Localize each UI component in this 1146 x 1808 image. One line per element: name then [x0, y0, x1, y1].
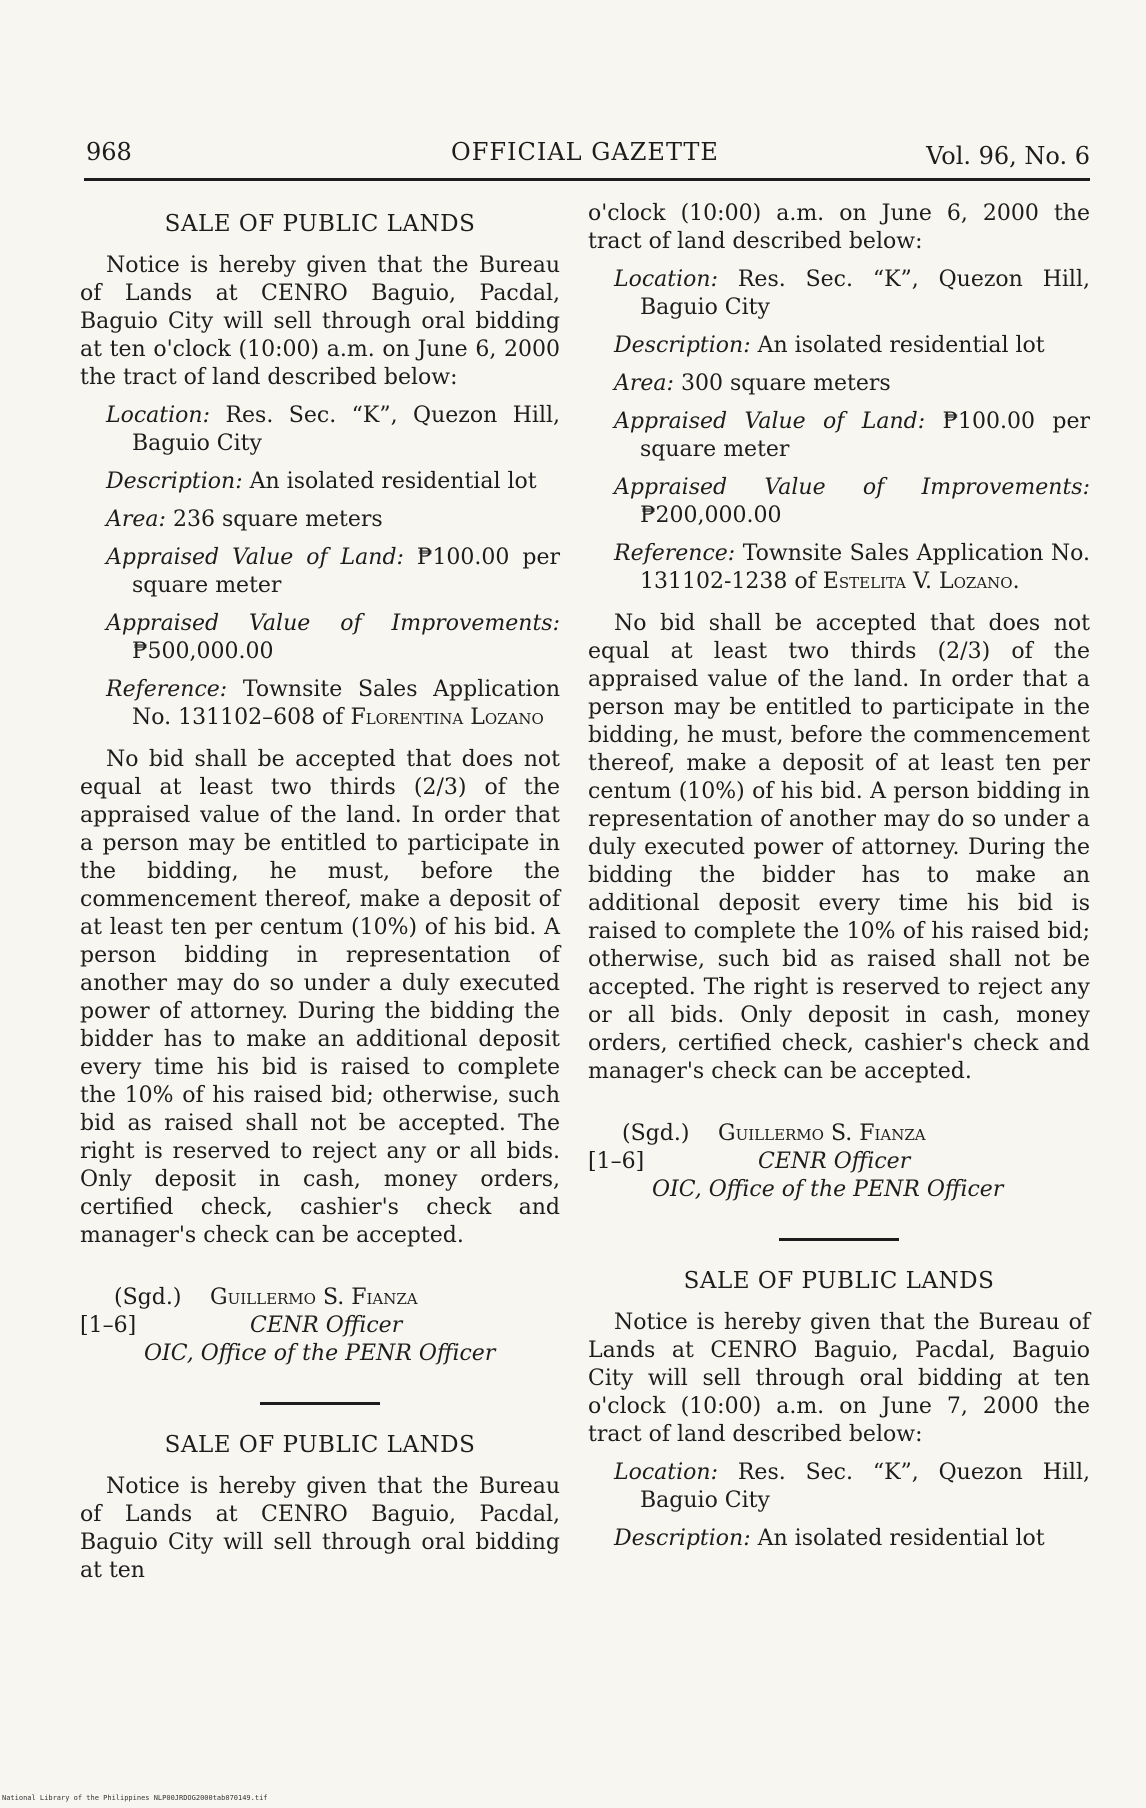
notice-intro: Notice is hereby given that the Bureau of Lands at CENRO Baguio, Pacdal, Baguio City will sell through oral bidding at ten o'clock (10:00) a.m. on June 6, 2000 the tract of land described below: [80, 253, 560, 390]
area-label: Area: [106, 507, 166, 532]
improvements-field [614, 474, 1090, 530]
reference-label: Reference: [614, 541, 736, 566]
improvements-field [106, 610, 560, 666]
improvements-label: Appraised Value of Improvements: [614, 475, 1090, 500]
publication-title: OFFICIAL GAZETTE [451, 138, 719, 166]
area-value: 236 square meters [172, 507, 383, 532]
description-label: Description: [614, 333, 751, 358]
land-value-label: Appraised Value of Land: [106, 545, 404, 570]
signatory-role: CENR Officer [758, 1149, 911, 1174]
location-value: Res. Sec. “K”, Quezon Hill, Baguio City [640, 267, 1090, 320]
location-label: Location: [614, 267, 718, 292]
area-field [614, 370, 1090, 398]
location-label: Location: [614, 1460, 718, 1485]
notice-intro: Notice is hereby given that the Bureau of Lands at CENRO Baguio, Pacdal, Baguio City will sell through oral bidding at ten [80, 1474, 560, 1583]
signature-block [80, 1284, 560, 1376]
land-value-field [106, 544, 560, 600]
area-value: 300 square meters [680, 371, 891, 396]
header-rule [84, 178, 1090, 181]
volume-number: Vol. 96, No. 6 [926, 142, 1090, 170]
location-label: Location: [106, 403, 210, 428]
location-value: Res. Sec. “K”, Quezon Hill, Baguio City [640, 1460, 1090, 1513]
notice-heading: SALE OF PUBLIC LANDS [683, 1268, 995, 1294]
signatory-role: CENR Officer [250, 1313, 403, 1338]
left-column [80, 200, 560, 1585]
improvements-value: ₱200,000.00 [640, 503, 782, 528]
reference-label: Reference: [106, 677, 228, 702]
notice-body: No bid shall be accepted that does not equal at least two thirds (2/3) of the appraised value of the land. In order that a person may be entitled to participate in the bidding, he must, before the commencement thereof, make a deposit of at least ten per centum (10%) of his bid. A person bidding in representation of another may do so under a duly executed power of attorney. During the bidding the bidder has to make an additional deposit every time his bid is raised to complete the 10% of his raised bid; otherwise, such bid as raised shall not be accepted. The right is reserved to reject any or all bids. Only deposit in cash, money orders, certified check, cashier's check and manager's check can be accepted. [588, 611, 1090, 1084]
description-field [106, 468, 560, 496]
section-divider [260, 1402, 380, 1405]
page-number: 968 [86, 138, 132, 166]
land-value: ₱100.00 per square meter [640, 409, 1090, 462]
description-value: An isolated residential lot [249, 469, 537, 494]
signature-block [588, 1120, 1090, 1212]
scan-source-footer: National Library of the Philippines NLP00JRDOG2000tab070149.tif [2, 1794, 268, 1802]
signatory-name: Guillermo S. Fianza [210, 1285, 418, 1310]
section-divider [779, 1238, 899, 1241]
page-header [80, 138, 1090, 178]
reference-field [106, 676, 560, 732]
reference-value: Townsite Sales Application No. 131102-1238 of [640, 541, 1090, 594]
notice-body: No bid shall be accepted that does not equal at least two thirds (2/3) of the appraised value of the land. In order that a person may be entitled to participate in the bidding, he must, before the commencement thereof, make a deposit of at least ten per centum (10%) of his bid. A person bidding in representation of another may do so under a duly executed power of attorney. During the bidding the bidder has to make an additional deposit every time his bid is raised to complete the 10% of his raised bid; otherwise, such bid as raised shall not be accepted. The right is reserved to reject any or all bids. Only deposit in cash, money orders, certified check, cashier's check and manager's check can be accepted. [80, 747, 560, 1248]
area-label: Area: [614, 371, 674, 396]
land-value-label: Appraised Value of Land: [614, 409, 926, 434]
area-field [106, 506, 560, 534]
description-label: Description: [106, 469, 243, 494]
description-field [614, 332, 1090, 360]
land-value: ₱100.00 per square meter [132, 545, 560, 598]
signed-mark: (Sgd.) [622, 1121, 690, 1146]
description-value: An isolated residential lot [757, 333, 1045, 358]
signatory-name: Guillermo S. Fianza [718, 1121, 926, 1146]
location-field [614, 266, 1090, 322]
reference-field [614, 540, 1090, 596]
description-field [614, 1525, 1090, 1553]
notice-heading: SALE OF PUBLIC LANDS [164, 1432, 476, 1458]
description-label: Description: [614, 1526, 751, 1551]
land-value-field [614, 408, 1090, 464]
issue-number: [1–6] [588, 1149, 645, 1174]
reference-name: Estelita V. Lozano. [822, 569, 1020, 594]
improvements-label: Appraised Value of Improvements: [106, 611, 560, 636]
description-value: An isolated residential lot [757, 1526, 1045, 1551]
notice-intro: Notice is hereby given that the Bureau of Lands at CENRO Baguio, Pacdal, Baguio City will sell through oral bidding at ten o'clock (10:00) a.m. on June 7, 2000 the tract of land described below: [588, 1310, 1090, 1447]
location-field [614, 1459, 1090, 1515]
notice-heading: SALE OF PUBLIC LANDS [164, 211, 476, 237]
location-field [106, 402, 560, 458]
signed-mark: (Sgd.) [114, 1285, 182, 1310]
signatory-office: OIC, Office of the PENR Officer [652, 1177, 1004, 1202]
location-value: Res. Sec. “K”, Quezon Hill, Baguio City [132, 403, 561, 456]
right-column [588, 200, 1090, 1553]
reference-value: Townsite Sales Application No. 131102–608 of [132, 677, 560, 730]
notice-intro-continued: o'clock (10:00) a.m. on June 6, 2000 the tract of land described below: [588, 201, 1090, 254]
reference-name: Florentina Lozano [350, 705, 544, 730]
signatory-office: OIC, Office of the PENR Officer [144, 1341, 496, 1366]
issue-number: [1–6] [80, 1313, 137, 1338]
improvements-value: ₱500,000.00 [132, 639, 274, 664]
